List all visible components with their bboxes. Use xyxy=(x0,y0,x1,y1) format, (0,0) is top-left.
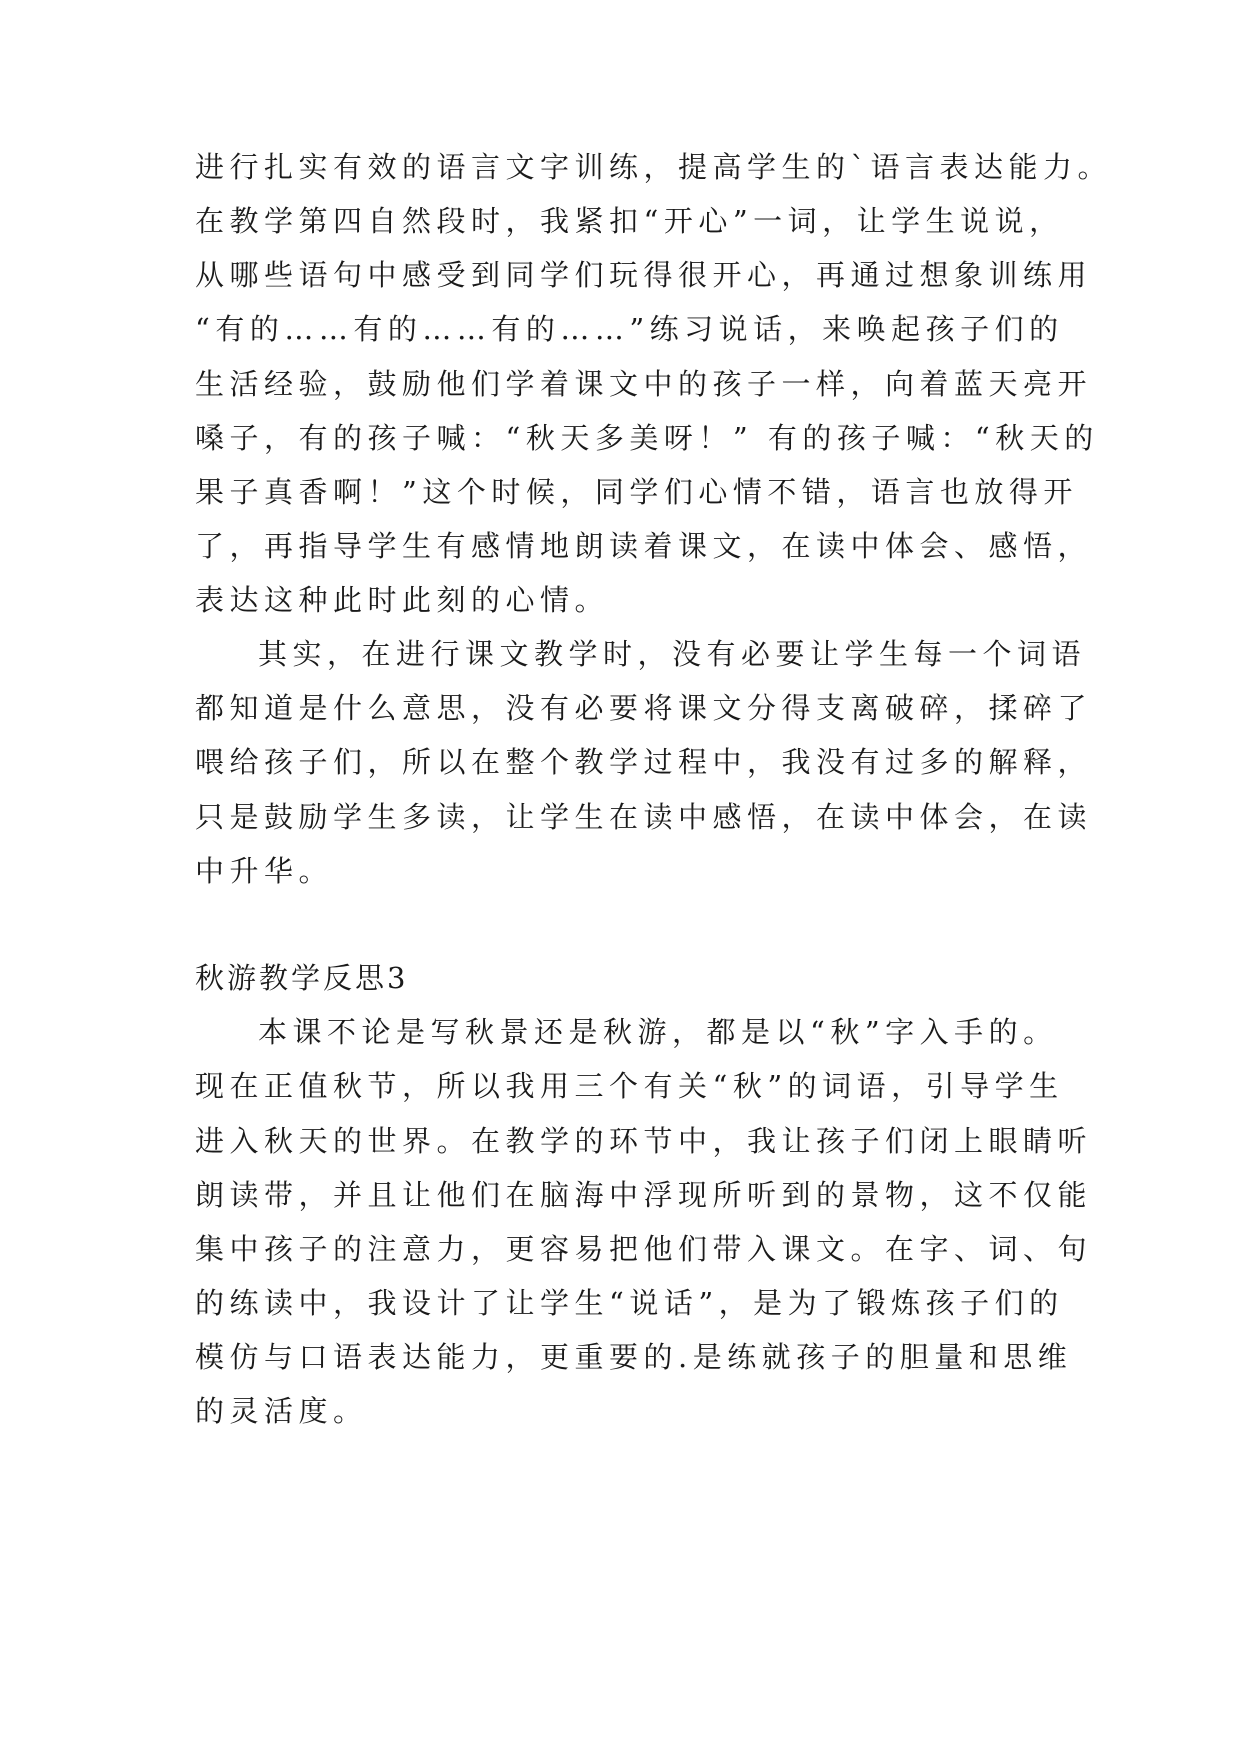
paragraph-line: 本课不论是写秋景还是秋游，都是以“秋”字入手的。 xyxy=(258,1015,1058,1049)
paragraph-line: 集中孩子的注意力，更容易把他们带入课文。在字、词、句 xyxy=(195,1232,1093,1266)
paragraph-line: 的灵活度。 xyxy=(195,1394,368,1428)
paragraph-line: 进行扎实有效的语言文字训练，提高学生的`语言表达能力。 xyxy=(195,150,1113,184)
paragraph-line: 只是鼓励学生多读，让学生在读中感悟，在读中体会，在读 xyxy=(195,800,1093,834)
paragraph-line: 嗓子，有的孩子喊：“秋天多美呀！” 有的孩子喊：“秋天的 xyxy=(195,421,1099,455)
paragraph-line: 的练读中，我设计了让学生“说话”，是为了锻炼孩子们的 xyxy=(195,1286,1064,1320)
paragraph-line: 生活经验，鼓励他们学着课文中的孩子一样，向着蓝天亮开 xyxy=(195,367,1093,401)
paragraph-line: 了，再指导学生有感情地朗读着课文，在读中体会、感悟， xyxy=(195,529,1093,563)
paragraph-line: 喂给孩子们，所以在整个教学过程中，我没有过多的解释， xyxy=(195,745,1093,779)
paragraph-line: 表达这种此时此刻的心情。 xyxy=(195,583,610,617)
paragraph-line: 其实，在进行课文教学时，没有必要让学生每一个词语 xyxy=(258,637,1087,671)
paragraph-line: 中升华。 xyxy=(195,854,334,888)
paragraph-line: “有的……有的……有的……”练习说话，来唤起孩子们的 xyxy=(195,312,1064,346)
paragraph-line: 果子真香啊！”这个时候，同学们心情不错，语言也放得开 xyxy=(195,475,1078,509)
paragraph-line: 在教学第四自然段时，我紧扣“开心”一词，让学生说说， xyxy=(195,204,1064,238)
paragraph-line: 从哪些语句中感受到同学们玩得很开心，再通过想象训练用 xyxy=(195,258,1093,292)
paragraph-line: 模仿与口语表达能力，更重要的.是练就孩子的胆量和思维 xyxy=(195,1340,1073,1374)
paragraph-line: 朗读带，并且让他们在脑海中浮现所听到的景物，这不仅能 xyxy=(195,1178,1093,1212)
paragraph-line: 现在正值秋节，所以我用三个有关“秋”的词语，引导学生 xyxy=(195,1069,1064,1103)
paragraph-line: 都知道是什么意思，没有必要将课文分得支离破碎，揉碎了 xyxy=(195,691,1093,725)
section-title: 秋游教学反思3 xyxy=(195,961,409,995)
paragraph-line: 进入秋天的世界。在教学的环节中，我让孩子们闭上眼睛听 xyxy=(195,1124,1093,1158)
